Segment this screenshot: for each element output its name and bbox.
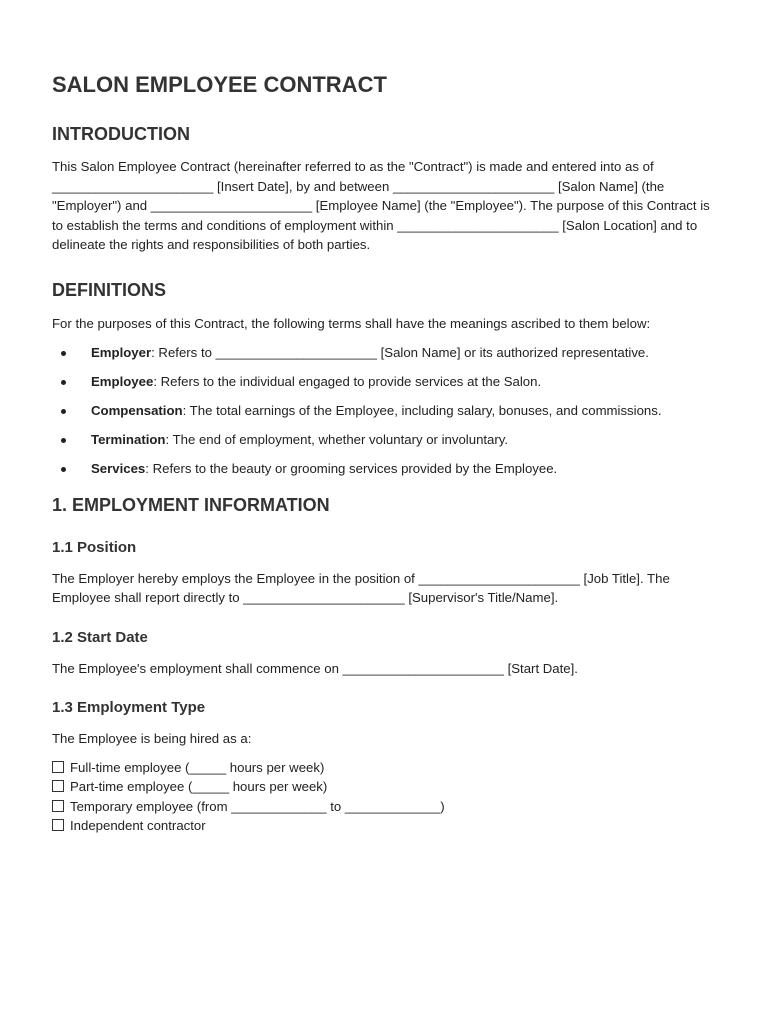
position-heading: 1.1 Position — [52, 538, 137, 556]
start-date-heading: 1.2 Start Date — [52, 628, 148, 646]
option-label: Part-time employee (_____ hours per week) — [70, 779, 328, 794]
list-item — [52, 343, 724, 363]
definition-term: Employer — [91, 345, 152, 360]
list-item — [52, 401, 724, 421]
bullet-icon — [61, 409, 66, 414]
list-item — [52, 430, 724, 450]
definitions-heading: DEFINITIONS — [52, 279, 167, 300]
employment-heading: 1. EMPLOYMENT INFORMATION — [52, 494, 330, 515]
list-item — [52, 758, 724, 778]
bullet-icon — [61, 380, 66, 385]
definition-term: Services — [91, 461, 146, 476]
definition-text: : Refers to ______________________ [Salon Name] or its authorized representative. — [151, 345, 649, 360]
list-item — [52, 797, 724, 817]
list-item — [52, 777, 724, 797]
document-title: SALON EMPLOYEE CONTRACT — [52, 72, 387, 97]
employment-type-options — [52, 758, 724, 836]
checkbox-icon[interactable] — [52, 780, 64, 792]
checkbox-icon[interactable] — [52, 761, 64, 773]
definitions-intro: For the purposes of this Contract, the following terms shall have the meanings ascribed to them below: — [52, 315, 651, 331]
introduction-text: This Salon Employee Contract (hereinafter referred to as the "Contract") is made and entered into as of ______________________ [Insert Date], by and between ______________________ [Salon Name] (the "Employer") and ______________________ [Employee Name] (the "Employee"). The purpose of this Contract is to establish the terms and conditions of employment within ______________________ [Salon Location] and to delineate the rights and responsibilities of both parties. — [52, 159, 710, 252]
definition-term: Employee — [91, 374, 154, 389]
position-text: The Employer hereby employs the Employee in the position of ______________________ [Job Title]. The Employee shall report directly to ______________________ [Supervisor's Title/Name]. — [52, 570, 670, 605]
list-item — [52, 372, 724, 392]
definition-text: : Refers to the individual engaged to provide services at the Salon. — [153, 374, 542, 389]
employment-type-intro: The Employee is being hired as a: — [52, 731, 252, 746]
bullet-icon — [61, 467, 66, 472]
bullet-icon — [61, 351, 66, 356]
definition-text: : The end of employment, whether voluntary or involuntary. — [165, 432, 509, 447]
definition-text: : Refers to the beauty or grooming services provided by the Employee. — [145, 461, 558, 476]
list-item — [52, 816, 724, 836]
option-label: Full-time employee (_____ hours per week) — [70, 759, 325, 775]
option-label: Independent contractor — [70, 818, 206, 833]
employment-type-heading: 1.3 Employment Type — [52, 699, 206, 716]
checkbox-icon[interactable] — [52, 819, 64, 831]
option-label: Temporary employee (from _____________ to _____________) — [70, 798, 445, 814]
bullet-icon — [61, 438, 66, 443]
list-item — [52, 459, 724, 479]
definition-term: Termination — [91, 432, 166, 447]
definition-text: : The total earnings of the Employee, including salary, bonuses, and commissions. — [182, 403, 662, 418]
document-page — [52, 70, 724, 836]
definition-term: Compensation — [91, 403, 183, 418]
definitions-list — [52, 343, 724, 479]
introduction-heading: INTRODUCTION — [52, 124, 190, 144]
checkbox-icon[interactable] — [52, 800, 64, 812]
start-date-text: The Employee's employment shall commence on ______________________ [Start Date]. — [52, 660, 578, 676]
